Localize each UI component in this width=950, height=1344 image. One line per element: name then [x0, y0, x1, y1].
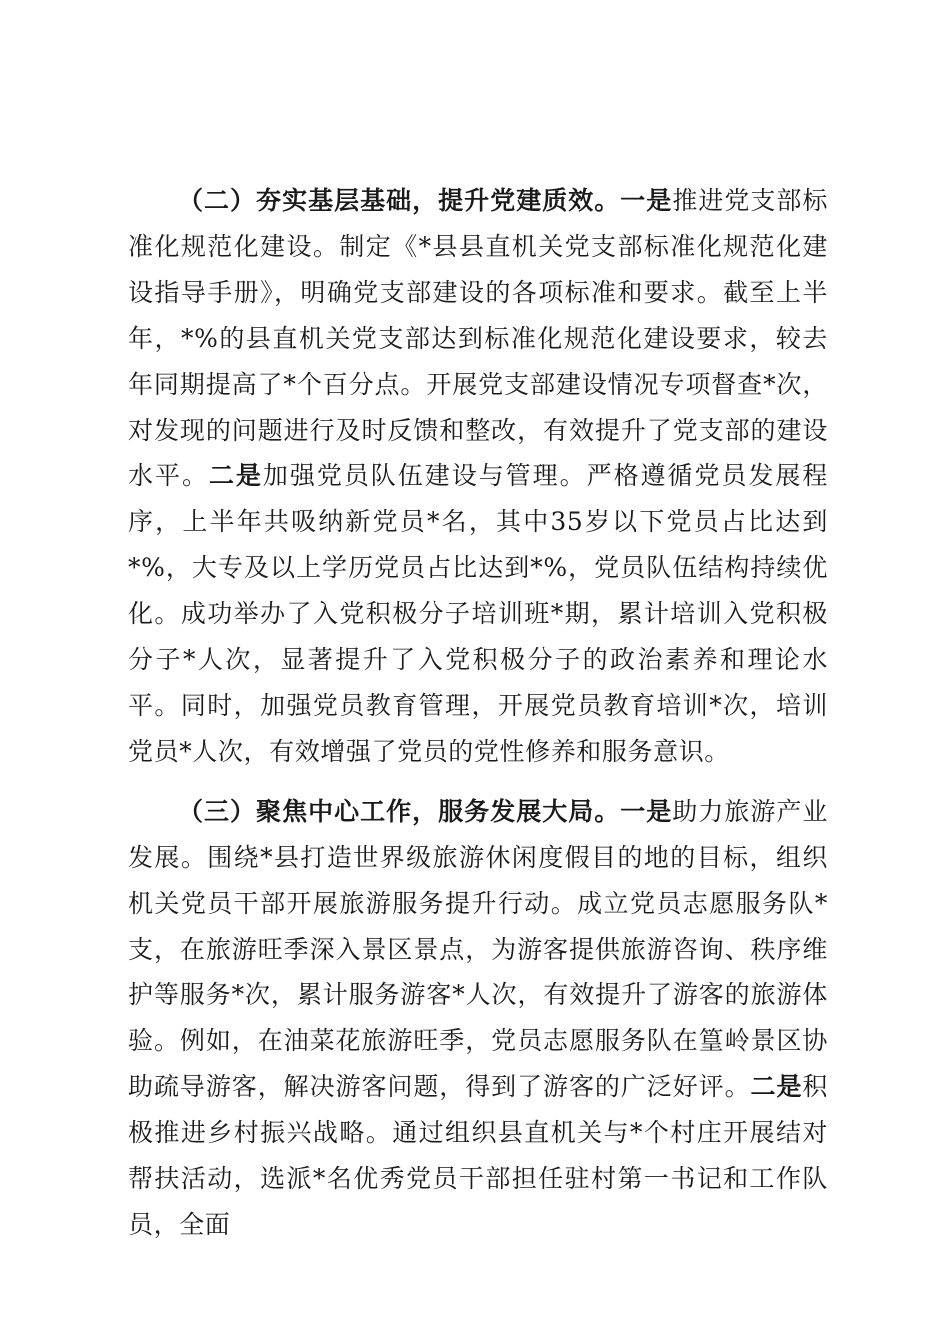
point-label: 二是	[208, 461, 263, 491]
document-body	[128, 178, 828, 1248]
section-heading: （二）夯实基层基础，提升党建质效。	[178, 186, 621, 215]
point-label: 一是	[620, 186, 673, 215]
point-label: 一是	[620, 796, 673, 826]
section-heading: （三）聚焦中心工作，服务发展大局。	[178, 796, 621, 826]
paragraph-section-3	[128, 789, 828, 1248]
paragraph-section-2	[128, 178, 828, 775]
point-label: 二是	[750, 1072, 803, 1102]
paragraph-text: 助力旅游产业发展。围绕*县打造世界级旅游休闲度假目的地的目标，组织机关党员干部开展旅游服务提升行动。成立党员志愿服务队*支，在旅游旺季深入景区景点，为游客提供旅游咨询、秩序维护等服务*次，累计服务游客*人次，有效提升了游客的旅游体验。例如，在油菜花旅游旺季，党员志愿服务队在篁岭景区协助疏导游客，解决游客问题，得到了游客的广泛好评。	[128, 796, 829, 1102]
paragraph-text: 推进党支部标准化规范化建设。制定《*县县直机关党支部标准化规范化建设指导手册》，明确党支部建设的各项标准和要求。截至上半年，*%的县直机关党支部达到标准化规范化建设要求，较去年同期提高了*个百分点。开展党支部建设情况专项督查*次，对发现的问题进行及时反馈和整改，有效提升了党支部的建设水平。	[128, 186, 829, 491]
paragraph-text: 积极推进乡村振兴战略。通过组织县直机关与*个村庄开展结对帮扶活动，选派*名优秀党员干部担任驻村第一书记和工作队员，全面	[128, 1072, 829, 1239]
paragraph-text: 加强党员队伍建设与管理。严格遵循党员发展程序，上半年共吸纳新党员*名，其中35岁以下党员占比达到*%，大专及以上学历党员占比达到*%，党员队伍结构持续优化。成功举办了入党积极分子培训班*期，累计培训入党积极分子*人次，显著提升了入党积极分子的政治素养和理论水平。同时，加强党员教育管理，开展党员教育培训*次，培训党员*人次，有效增强了党员的党性修养和服务意识。	[128, 461, 828, 766]
